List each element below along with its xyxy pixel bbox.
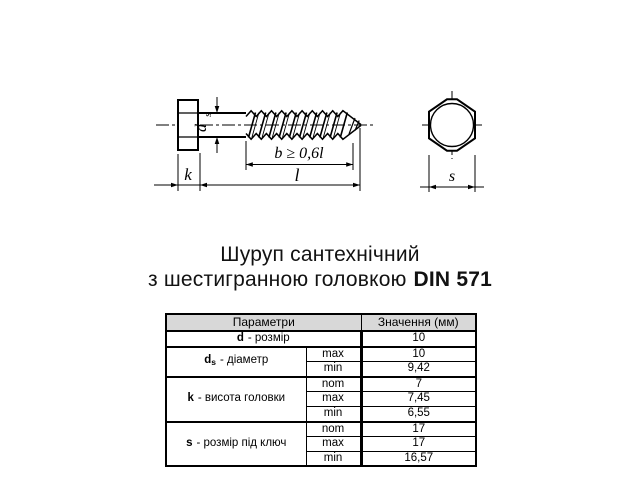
screw-thread — [246, 111, 361, 140]
limit-ds-max: max — [306, 347, 361, 362]
value-d: 10 — [361, 331, 476, 347]
param-ds-symbol: d — [204, 353, 212, 366]
table-row-ds-max — [166, 347, 476, 362]
dim-ds-label: d — [193, 124, 210, 132]
technical-drawing — [0, 0, 640, 235]
param-k-label: - висота головки — [197, 392, 286, 405]
title-line1: Шуруп сантехнічний — [220, 243, 420, 266]
product-title — [0, 242, 640, 292]
param-k — [166, 377, 306, 422]
param-d-label: - розмір — [247, 332, 290, 344]
dim-ds-sub-label: s — [202, 112, 214, 117]
value-s-nom: 17 — [361, 422, 476, 437]
param-k-symbol: k — [187, 392, 194, 405]
param-s-label: - розмір під ключ — [196, 437, 287, 450]
param-ds-subscript: s — [211, 356, 216, 367]
title-din-standard: DIN 571 — [413, 268, 492, 291]
param-ds — [166, 347, 306, 377]
value-ds-min: 9,42 — [361, 362, 476, 377]
limit-s-min: min — [306, 451, 361, 466]
value-k-max: 7,45 — [361, 392, 476, 407]
spec-table — [165, 313, 477, 467]
header-values: Значення (мм) — [361, 314, 476, 331]
header-parameters: Параметри — [166, 314, 361, 331]
dim-s-label: s — [448, 168, 456, 185]
param-s-symbol: s — [186, 437, 193, 450]
param-d — [166, 331, 361, 347]
dimension-s — [420, 155, 484, 192]
param-ds-label: - діаметр — [219, 353, 269, 366]
param-d-symbol: d — [236, 332, 244, 344]
limit-ds-min: min — [306, 362, 361, 377]
hexagon-outline — [429, 99, 475, 150]
value-ds-max: 10 — [361, 347, 476, 362]
table-header-row — [166, 314, 476, 331]
title-line2 — [0, 267, 640, 292]
limit-s-nom: nom — [306, 422, 361, 437]
limit-k-max: max — [306, 392, 361, 407]
table-row-d — [166, 331, 476, 347]
limit-s-max: max — [306, 437, 361, 452]
param-s — [166, 422, 306, 467]
dim-b-label: b ≥ 0,6l — [274, 145, 324, 162]
value-s-min: 16,57 — [361, 451, 476, 466]
value-k-min: 6,55 — [361, 406, 476, 421]
value-s-max: 17 — [361, 437, 476, 452]
table-row-s-nom — [166, 422, 476, 437]
limit-k-nom: nom — [306, 377, 361, 392]
value-k-nom: 7 — [361, 377, 476, 392]
screw-side-view — [154, 97, 374, 191]
dim-k-label: k — [184, 165, 192, 184]
table-row-k-nom — [166, 377, 476, 392]
limit-k-min: min — [306, 406, 361, 421]
dim-l-label: l — [294, 165, 300, 185]
hex-head-end-view — [420, 91, 484, 192]
title-line2-text: з шестигранною головкою — [148, 268, 407, 291]
